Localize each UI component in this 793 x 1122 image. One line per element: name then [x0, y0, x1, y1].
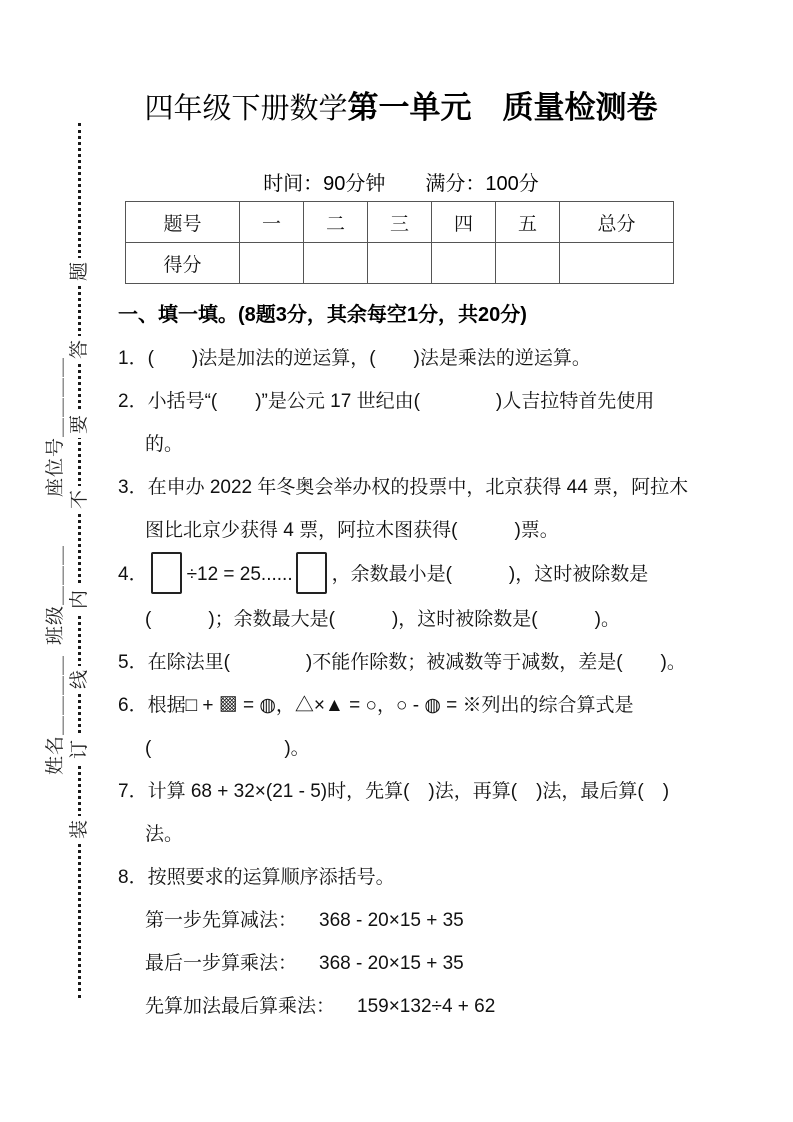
question-list [118, 337, 689, 1028]
score-cell-empty [368, 243, 432, 284]
score-table-header-cell: 总分 [560, 202, 674, 243]
question-8-heading: 8．按照要求的运算顺序添括号。 [118, 867, 395, 888]
binding-char: 装 [66, 816, 93, 843]
score-cell-empty [304, 243, 368, 284]
question-6-line-2: ( )。 [145, 738, 310, 759]
q8-item-label: 第一步先算减法： [145, 910, 298, 931]
paper-title-emphasis: 第一单元 质量检测卷 [347, 90, 658, 125]
score-table [125, 201, 674, 284]
remainder-blank-box [296, 552, 327, 594]
binding-char: 题 [66, 258, 93, 285]
question-8-item [118, 942, 684, 985]
dividend-blank-box [151, 552, 182, 594]
q8-item-expression: 368 - 20×15 + 35 [319, 953, 464, 974]
score-row-label: 得分 [126, 243, 240, 284]
question-4-number: 4． [118, 564, 148, 586]
question-8-item [118, 899, 684, 942]
name-label: 姓名＿＿＿＿ [45, 654, 66, 775]
question-7-line-2: 法。 [145, 824, 184, 845]
time-score-line: 时间：90分钟 满分：100分 [263, 173, 539, 195]
binding-dotted-line [78, 123, 81, 998]
section-one-heading: 一、填一填。(8题3分，其余每空1分，共20分) [118, 304, 527, 326]
question-7-line-1: 7．计算 68 + 32×(21 - 5)时，先算( )法，再算( )法，最后算( ) [118, 781, 670, 802]
question-4-line-1 [118, 552, 684, 598]
question-1: 1．( )法是加法的逆运算，( )法是乘法的逆运算。 [118, 348, 591, 369]
question-4-line-2: ( )；余数最大是( )，这时被除数是( )。 [145, 609, 620, 630]
seat-number-label: 座位号＿＿＿＿ [45, 356, 66, 497]
score-cell-empty [560, 243, 674, 284]
question-5: 5．在除法里( )不能作除数；被减数等于减数，差是( )。 [118, 652, 686, 673]
question-2-line-2: 的。 [145, 434, 184, 455]
binding-char: 不 [66, 486, 93, 513]
paper-title-prefix: 四年级下册数学 [144, 93, 348, 125]
q8-item-label: 最后一步算乘法： [145, 953, 298, 974]
binding-char: 答 [66, 336, 93, 363]
q8-item-expression: 159×132÷4 + 62 [357, 996, 496, 1017]
score-table-header-cell: 一 [240, 202, 304, 243]
binding-char: 线 [66, 666, 93, 693]
paper-title [118, 82, 684, 127]
question-4-text: ，余数最小是( )，这时被除数是 [331, 564, 649, 586]
q8-item-label: 先算加法最后算乘法： [145, 996, 336, 1017]
score-table-header-cell: 题号 [126, 202, 240, 243]
class-label: 班级＿＿＿ [45, 544, 66, 645]
score-cell-empty [432, 243, 496, 284]
score-table-header-cell: 二 [304, 202, 368, 243]
score-table-score-row [126, 243, 674, 284]
question-6-line-1: 6．根据□ + ▩ = ◍，△×▲ = ○，○ - ◍ = ※列出的综合算式是 [118, 695, 634, 716]
binding-char: 内 [66, 586, 93, 613]
score-cell-empty [240, 243, 304, 284]
score-table-header-cell: 五 [496, 202, 560, 243]
question-3-line-2: 图比北京少获得 4 票，阿拉木图获得( )票。 [145, 520, 559, 541]
binding-char: 要 [66, 411, 93, 438]
question-4-equation: ÷12 = 25...... [186, 564, 293, 586]
question-8-item [118, 985, 684, 1028]
score-table-header-row [126, 202, 674, 243]
score-cell-empty [496, 243, 560, 284]
binding-char: 订 [66, 736, 93, 763]
question-2-line-1: 2．小括号“( )”是公元 17 世纪由( )人吉拉特首先使用 [118, 391, 655, 412]
question-3-line-1: 3．在申办 2022 年冬奥会举办权的投票中，北京获得 44 票，阿拉木 [118, 477, 689, 498]
q8-item-expression: 368 - 20×15 + 35 [319, 910, 464, 931]
score-table-header-cell: 四 [432, 202, 496, 243]
score-table-header-cell: 三 [368, 202, 432, 243]
